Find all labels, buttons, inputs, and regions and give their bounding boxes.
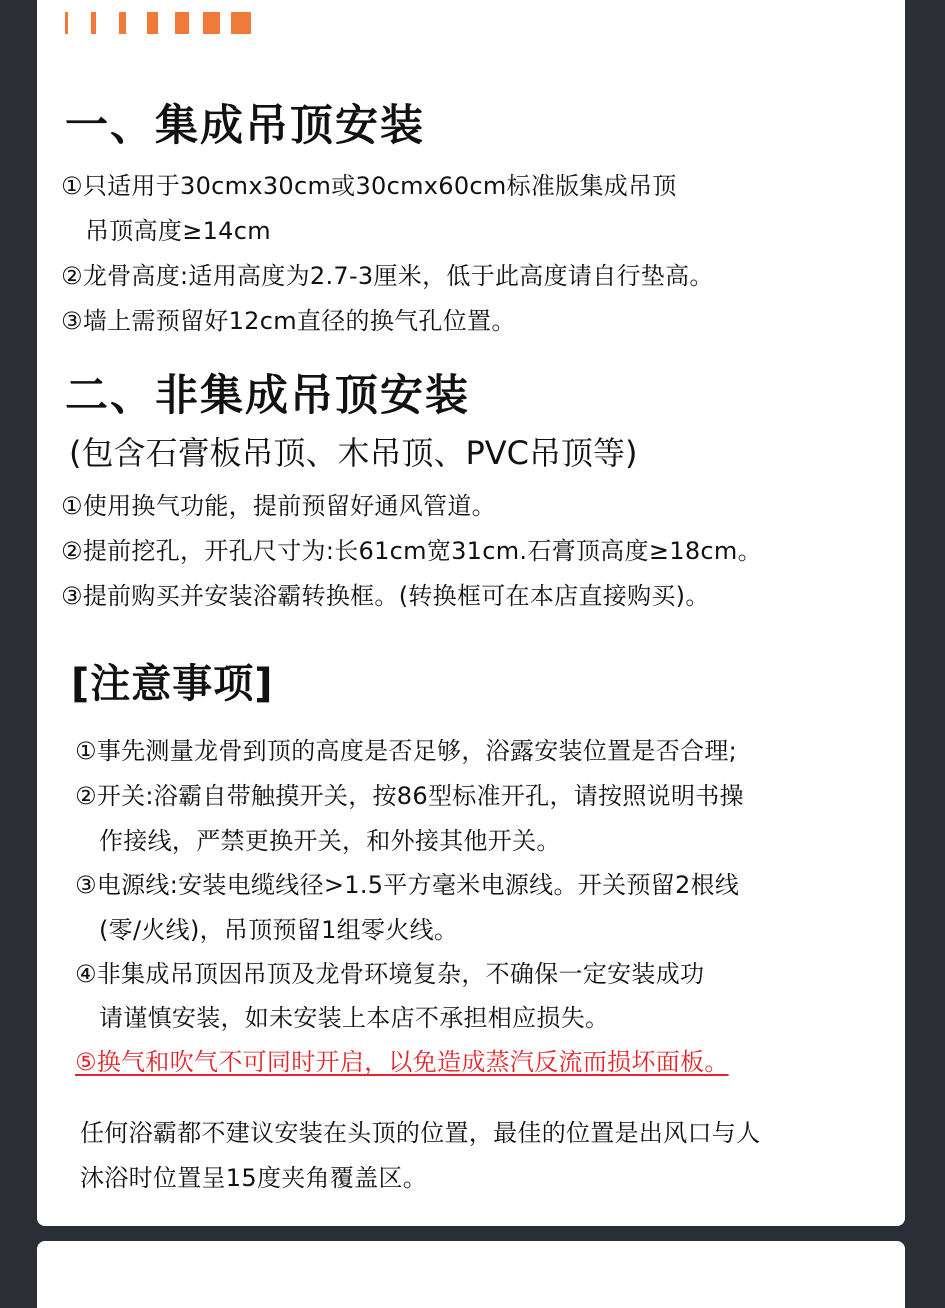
notes-item-2: ②开关:浴霸自带触摸开关，按86型标准开孔，请按照说明书操 <box>75 782 744 810</box>
section2-item-1: ①使用换气功能，提前预留好通风管道。 <box>61 492 496 520</box>
notes-item-4-cont: 请谨慎安装，如未安装上本店不承担相应损失。 <box>99 1004 610 1032</box>
section2-item-2: ②提前挖孔，开孔尺寸为:长61cm宽31cm.石膏顶高度≥18cm。 <box>61 537 762 565</box>
section1-title: 一、集成吊顶安装 <box>65 101 425 151</box>
instruction-card <box>37 0 905 1226</box>
notes-item-1: ①事先测量龙骨到顶的高度是否足够，浴露安装位置是否合理; <box>75 737 737 765</box>
notes-item-3: ③电源线:安装电缆线径>1.5平方毫米电源线。开关预留2根线 <box>75 871 740 899</box>
notes-item-2-cont: 作接线，严禁更换开关，和外接其他开关。 <box>99 827 561 855</box>
section1-item-3: ③墙上需预留好12cm直径的换气孔位置。 <box>61 307 516 335</box>
next-card <box>37 1241 905 1308</box>
section2-title: 二、非集成吊顶安装 <box>65 371 470 421</box>
tip-line-2: 沐浴时位置呈15度夹角覆盖区。 <box>80 1164 428 1192</box>
tip-line-1: 任何浴霸都不建议安装在头顶的位置，最佳的位置是出风口与人 <box>80 1119 761 1147</box>
section1-item-1-cont: 吊顶高度≥14cm <box>85 217 271 245</box>
section2-subtitle: (包含石膏板吊顶、木吊顶、PVC吊顶等) <box>69 434 638 472</box>
notes-item-4: ④非集成吊顶因吊顶及龙骨环境复杂，不确保一定安装成功 <box>75 960 705 988</box>
section1-item-2: ②龙骨高度:适用高度为2.7-3厘米，低于此高度请自行垫高。 <box>61 262 714 290</box>
notes-warning: ⑤换气和吹气不可同时开启，以免造成蒸汽反流而损坏面板。 <box>75 1048 729 1076</box>
section1-item-1: ①只适用于30cmx30cm或30cmx60cm标准版集成吊顶 <box>61 172 677 200</box>
section2-item-3: ③提前购买并安装浴霸转换框。(转换框可在本店直接购买)。 <box>61 582 710 610</box>
notes-title: [注意事项] <box>71 661 274 707</box>
notes-item-3-cont: (零/火线)，吊顶预留1组零火线。 <box>99 916 459 944</box>
